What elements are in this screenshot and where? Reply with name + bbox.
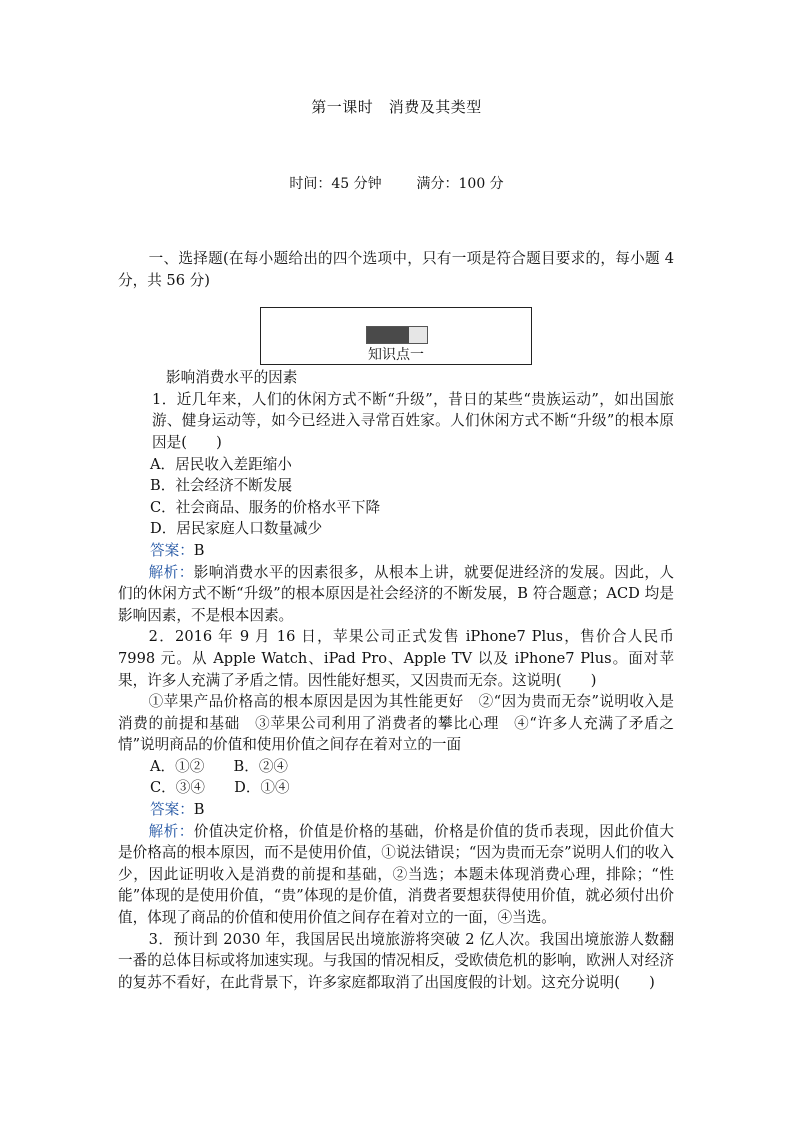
page-title: 第一课时 消费及其类型 bbox=[311, 98, 482, 116]
question-1-option-a: A．居民收入差距缩小 bbox=[150, 455, 292, 473]
topic-heading: 影响消费水平的因素 bbox=[166, 369, 298, 387]
answer-label: 答案： bbox=[150, 541, 194, 559]
question-1-option-b: B．社会经济不断发展 bbox=[150, 477, 293, 495]
section-heading: 一、选择题(在每小题给出的四个选项中，只有一项是符合题目要求的，每小题 4 分，共 56 分) bbox=[118, 250, 674, 289]
knowledge-progress-fill bbox=[367, 327, 409, 343]
knowledge-point-box bbox=[260, 307, 532, 365]
question-1-option-c: C．社会商品、服务的价格水平下降 bbox=[150, 498, 381, 516]
question-2-options-row-1: A．①② B．②④ bbox=[150, 757, 289, 775]
question-1-stem: 1．近几年来，人们的休闲方式不断“升级”，昔日的某些“贵族运动”，如出国旅游、健身运动等，如今已经进入寻常百姓家。人们休闲方式不断“升级”的根本原因是( ) bbox=[152, 390, 674, 451]
analysis-text: 价值决定价格，价值是价格的基础，价格是价值的货币表现，因此价值大是价格高的根本原因，而不是使用价值，①说法错误；“因为贵而无奈”说明人们的收入少，因此证明收入是消费的前提和基础，②当选；本题未体现消费心理，排除；“性能”体现的是使用价值，“贵”体现的是价值，消费者要想获得使用价值，就必须付出价值，体现了商品的价值和使用价值之间存在着对立的一面，④当选。 bbox=[118, 822, 674, 927]
question-2-analysis bbox=[118, 821, 674, 929]
question-2-stem: 2．2016 年 9 月 16 日，苹果公司正式发售 iPhone7 Plus，售价合人民币 7998 元。从 Apple Watch、iPad Pro、Apple TV 以及 iPhone7 Plus。面对苹果，许多人充满了矛盾之情。因性能好想买，又因贵而无奈。这说明( ) bbox=[118, 628, 674, 689]
question-2-statements: ①苹果产品价格高的根本原因是因为其性能更好 ②“因为贵而无奈”说明收入是消费的前提和基础 ③苹果公司利用了消费者的攀比心理 ④“许多人充满了矛盾之情”说明商品的价值和使用价值之间存在着对立的一面 bbox=[118, 693, 674, 754]
answer-value: B bbox=[193, 801, 205, 819]
question-1-analysis bbox=[118, 562, 674, 627]
exam-meta bbox=[0, 173, 793, 193]
question-1-option-d: D．居民家庭人口数量减少 bbox=[150, 520, 323, 538]
analysis-label: 解析： bbox=[148, 822, 194, 840]
question-1-answer bbox=[118, 540, 674, 562]
knowledge-point-label: 知识点一 bbox=[368, 347, 424, 364]
analysis-label: 解析： bbox=[148, 563, 194, 581]
question-2-answer bbox=[118, 799, 674, 821]
full-score: 满分：100 分 bbox=[416, 176, 504, 192]
time-limit: 时间：45 分钟 bbox=[289, 176, 382, 192]
analysis-text: 影响消费水平的因素很多，从根本上讲，就要促进经济的发展。因此，人们的休闲方式不断“升级”的根本原因是社会经济的不断发展，B 符合题意；ACD 均是影响因素，不是根本因素。 bbox=[118, 563, 674, 624]
answer-value: B bbox=[193, 541, 205, 559]
document-body bbox=[118, 248, 674, 993]
knowledge-progress-bar bbox=[366, 326, 428, 344]
question-3-stem: 3．预计到 2030 年，我国居民出境旅游将突破 2 亿人次。我国出境旅游人数翻一番的总体目标或将加速实现。与我国的情况相反，受欧债危机的影响，欧洲人对经济的复苏不看好，在此背景下，许多家庭都取消了出国度假的计划。这充分说明( ) bbox=[118, 930, 674, 991]
question-2-options-row-2: C．③④ D．①④ bbox=[150, 779, 290, 797]
answer-label: 答案： bbox=[150, 801, 194, 819]
